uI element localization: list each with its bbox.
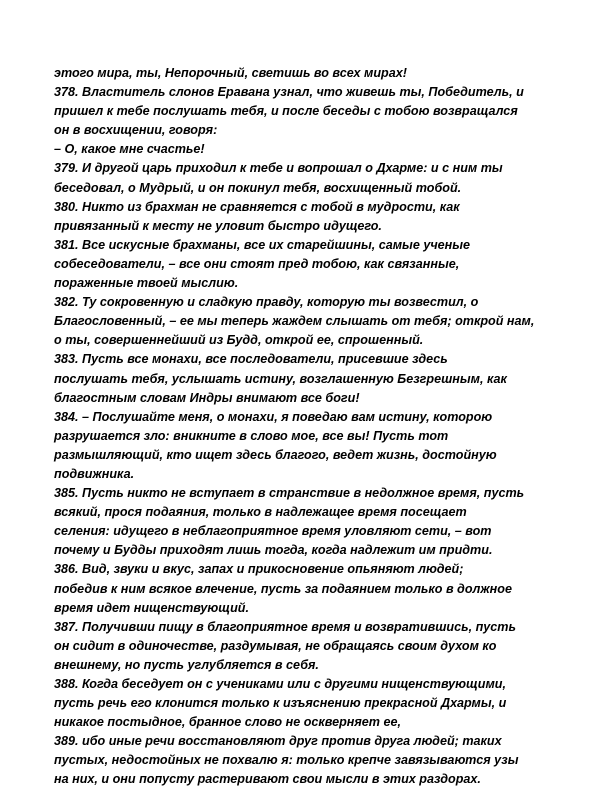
document-page	[54, 64, 554, 790]
text-line: о ты, совершеннейший из Будд, открой ее, спрошенный.	[54, 333, 424, 348]
text-line: собеседователи, – все они стоят пред тобою, как связанные,	[54, 256, 460, 271]
text-line: 384. – Послушайте меня, о монахи, я поведаю вам истину, которою	[54, 409, 493, 424]
text-line: этого мира, ты, Непорочный, светишь во всех мирах!	[54, 66, 407, 80]
text-line: 378. Властитель слонов Еравана узнал, что живешь ты, Победитель, и	[54, 85, 524, 100]
text-line: беседовал, о Мудрый, и он покинул тебя, восхищенный тобой.	[54, 180, 462, 195]
text-line: почему и Будды приходят лишь тогда, когда надлежит им придти.	[54, 543, 493, 558]
text-line: Благословенный, – ее мы теперь жаждем слышать от тебя; открой нам,	[54, 314, 535, 329]
text-line: послушать тебя, услышать истину, возглашенную Безгрешным, как	[54, 371, 507, 386]
text-line: привязанный к месту не уловит быстро идущего.	[54, 218, 382, 233]
text-line: разрушается зло: вникните в слово мое, все вы! Пусть тот	[54, 428, 449, 443]
text-line: – О, какое мне счастье!	[54, 142, 205, 157]
text-line: 386. Вид, звуки и вкус, запах и прикосновение опьяняют людей;	[54, 562, 464, 577]
text-line: на них, и они попусту растеривают свои мысли в этих раздорах.	[54, 772, 481, 787]
text-line: 379. И другой царь приходил к тебе и вопрошал о Дхарме: и с ним ты	[54, 161, 503, 176]
text-line: пустых, недостойных не похвалю я: только крепче завязываются узы	[54, 753, 519, 768]
text-line: благостным словам Индры внимают все боги!	[54, 390, 360, 405]
text-line: всякий, прося подаяния, только в надлежащее время посещает	[54, 505, 467, 520]
text-line: 388. Когда беседует он с учениками или с другими нищенствующими,	[54, 677, 506, 691]
text-line: 389. ибо иные речи восстановляют друг против друга людей; таких	[54, 734, 502, 749]
text-line: пораженные твоей мыслию.	[54, 276, 239, 291]
text-line: пришел к тебе послушать тебя, и после беседы с тобою возвращался	[54, 104, 518, 119]
text-line: 387. Получивши пищу в благоприятное время и возвратившись, пусть	[54, 619, 516, 634]
text-line: 380. Никто из брахман не сравняется с тобой в мудрости, как	[54, 199, 460, 214]
text-line: селения: идущего в неблагоприятное время уловляют сети, – вот	[54, 524, 492, 539]
text-line: 381. Все искусные брахманы, все их старейшины, самые ученые	[54, 237, 471, 252]
text-line: он в восхищении, говоря:	[54, 123, 218, 138]
text-line: время идет нищенствующий.	[54, 600, 249, 615]
text-line: он сидит в одиночестве, раздумывая, не обращаясь своим духом ко	[54, 638, 497, 653]
text-line: 382. Ту сокровенную и сладкую правду, которую ты возвестил, о	[54, 295, 479, 310]
text-line: никакое постыдное, бранное слово не оскверняет ее,	[54, 715, 402, 730]
text-line: подвижника.	[54, 466, 135, 481]
text-line: 383. Пусть все монахи, все последователи, присевшие здесь	[54, 352, 448, 367]
text-line: внешнему, но пусть углубляется в себя.	[54, 657, 319, 672]
text-line: победив к ним всякое влечение, пусть за подаянием только в должное	[54, 581, 512, 596]
text-line: размышляющий, кто ищет здесь благого, ведет жизнь, достойную	[54, 447, 497, 462]
text-line: 385. Пусть никто не вступает в странствие в недолжное время, пусть	[54, 486, 525, 501]
text-line: пусть речь его клонится только к изъяснению прекрасной Дхармы, и	[54, 696, 507, 711]
